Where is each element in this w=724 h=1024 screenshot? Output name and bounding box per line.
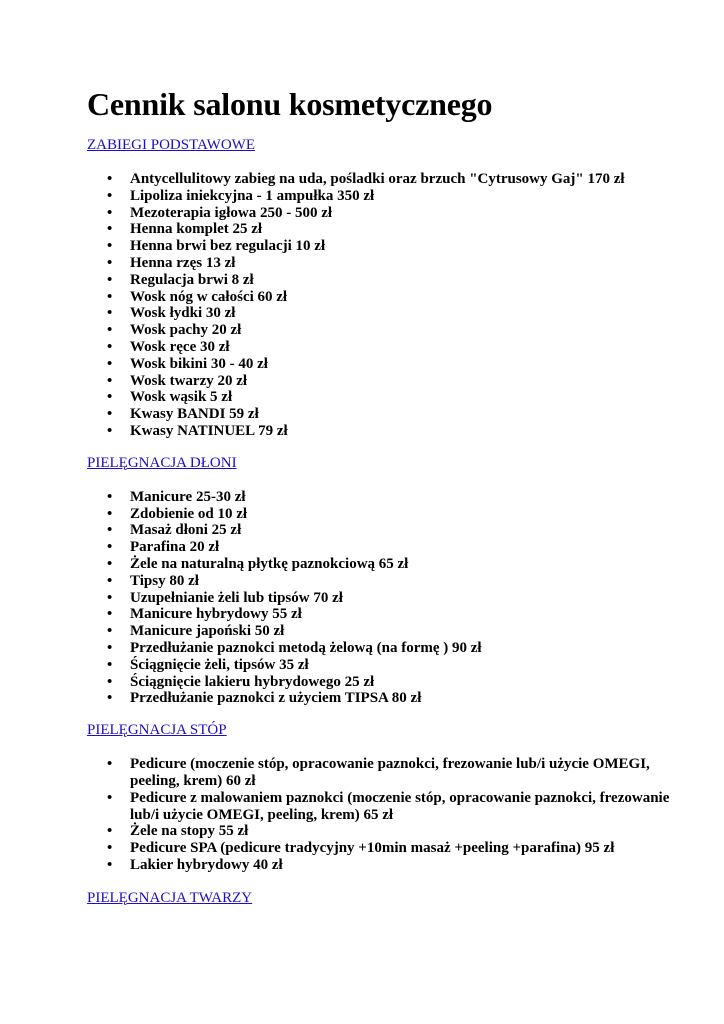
- list-item: • Manicure hybrydowy 55 zł: [87, 606, 687, 623]
- list-item: • Wosk ręce 30 zł: [87, 339, 687, 356]
- list-item: • Kwasy BANDI 59 zł: [87, 406, 687, 423]
- list-item: • Żele na naturalną płytkę paznokciową 65 zł: [87, 556, 687, 573]
- list-item: • Kwasy NATINUEL 79 zł: [87, 423, 687, 440]
- list-item: • Pedicure (moczenie stóp, opracowanie paznokci, frezowanie lub/i użycie OMEGI, peeling, krem) 60 zł: [87, 756, 687, 790]
- section-link-pielegnacja-dloni[interactable]: PIELĘGNACJA DŁONI: [87, 454, 237, 471]
- list-item: • Regulacja brwi 8 zł: [87, 272, 687, 289]
- price-list-zabiegi-podstawowe: [87, 171, 687, 440]
- list-item: • Pedicure z malowaniem paznokci (moczenie stóp, opracowanie paznokci, frezowanie lub/i użycie OMEGI, peeling, krem) 65 zł: [87, 790, 687, 824]
- list-item: • Masaż dłoni 25 zł: [87, 522, 687, 539]
- section-link-zabiegi-podstawowe[interactable]: ZABIEGI PODSTAWOWE: [87, 137, 255, 153]
- list-item: • Wosk wąsik 5 zł: [87, 389, 687, 406]
- list-item: • Henna komplet 25 zł: [87, 221, 687, 238]
- list-item: • Ściągnięcie lakieru hybrydowego 25 zł: [87, 674, 687, 691]
- list-item: • Żele na stopy 55 zł: [87, 823, 687, 840]
- list-item: • Wosk nóg w całości 60 zł: [87, 289, 687, 306]
- list-item: • Henna rzęs 13 zł: [87, 255, 687, 272]
- list-item: • Przedłużanie paznokci metodą żelową (na formę ) 90 zł: [87, 640, 687, 657]
- list-item: • Wosk pachy 20 zł: [87, 322, 687, 339]
- section-link-pielegnacja-twarzy[interactable]: PIELĘGNACJA TWARZY: [87, 889, 253, 906]
- list-item: • Tipsy 80 zł: [87, 573, 687, 590]
- list-item: • Lipoliza iniekcyjna - 1 ampułka 350 zł: [87, 188, 687, 205]
- list-item: • Uzupełnianie żeli lub tipsów 70 zł: [87, 590, 687, 607]
- list-item: • Pedicure SPA (pedicure tradycyjny +10min masaż +peeling +parafina) 95 zł: [87, 840, 687, 857]
- list-item: • Manicure 25-30 zł: [87, 489, 687, 506]
- page-title: Cennik salonu kosmetycznego: [87, 86, 493, 122]
- list-item: • Lakier hybrydowy 40 zł: [87, 857, 687, 874]
- section-link-pielegnacja-stop[interactable]: PIELĘGNACJA STÓP: [87, 722, 227, 739]
- list-item: • Wosk twarzy 20 zł: [87, 373, 687, 390]
- price-list-pielegnacja-dloni: [87, 489, 687, 707]
- list-item: • Ściągnięcie żeli, tipsów 35 zł: [87, 657, 687, 674]
- list-item: • Wosk łydki 30 zł: [87, 305, 687, 322]
- list-item: • Manicure japoński 50 zł: [87, 623, 687, 640]
- list-item: • Henna brwi bez regulacji 10 zł: [87, 238, 687, 255]
- list-item: • Przedłużanie paznokci z użyciem TIPSA 80 zł: [87, 690, 687, 707]
- list-item: • Antycellulitowy zabieg na uda, pośladki oraz brzuch "Cytrusowy Gaj" 170 zł: [87, 171, 687, 188]
- list-item: • Wosk bikini 30 - 40 zł: [87, 356, 687, 373]
- price-list-pielegnacja-stop: [87, 756, 687, 874]
- list-item: • Mezoterapia igłowa 250 - 500 zł: [87, 205, 687, 222]
- price-list-document: [87, 84, 687, 907]
- list-item: • Parafina 20 zł: [87, 539, 687, 556]
- list-item: • Zdobienie od 10 zł: [87, 506, 687, 523]
